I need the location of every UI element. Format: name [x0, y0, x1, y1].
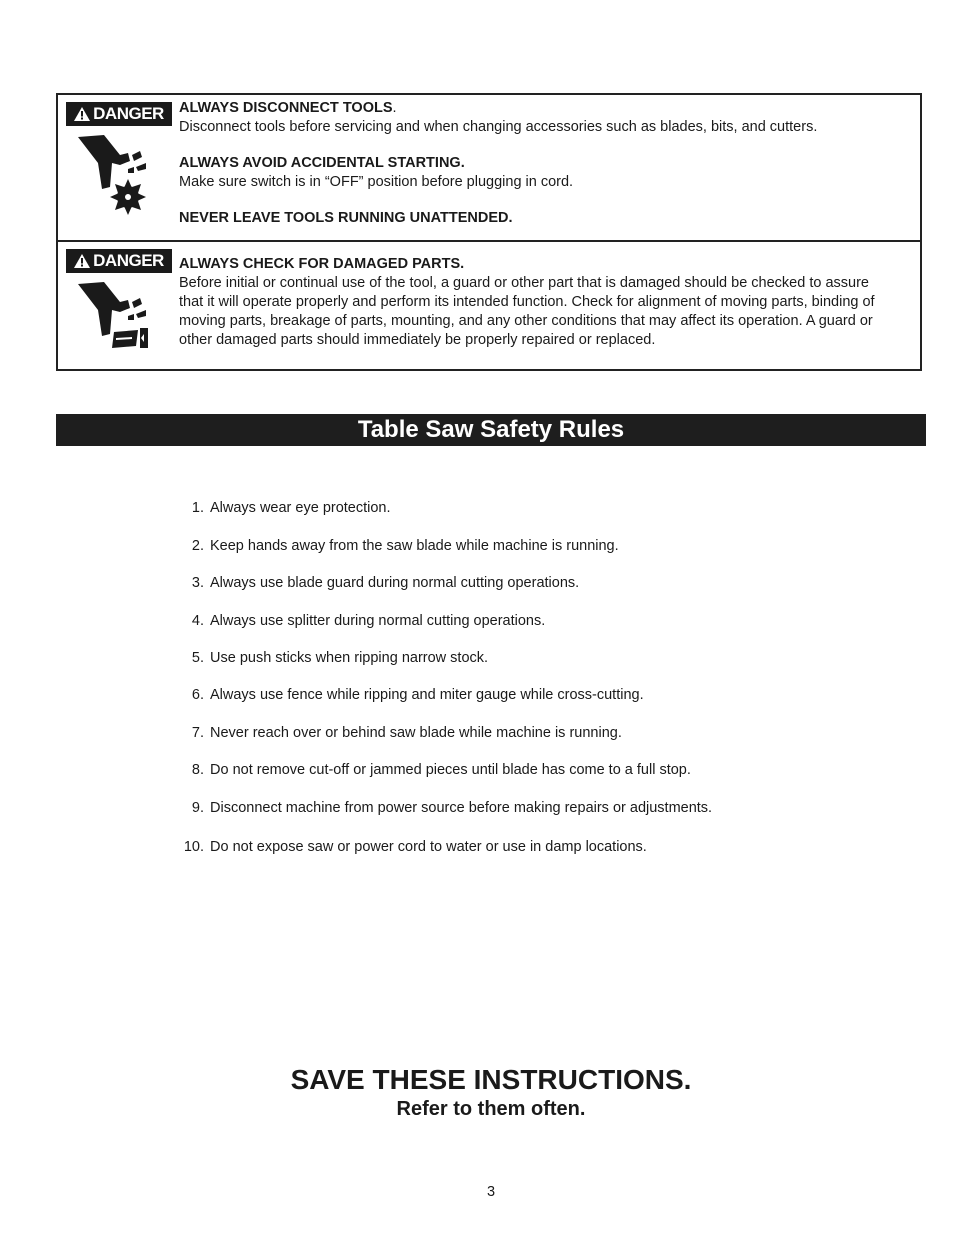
body-line: Before initial or continual use of the tool, a guard or other part that is damaged should be checked to assure: [179, 275, 869, 291]
warning-triangle-icon: [74, 254, 90, 268]
hand-blade-hazard-icon: [76, 133, 156, 219]
rule-number: 6.: [191, 687, 204, 703]
rule-text: Use push sticks when ripping narrow stock.: [210, 650, 489, 666]
list-item: [176, 762, 691, 778]
rule-text: Do not remove cut-off or jammed pieces until blade has come to a full stop.: [210, 762, 691, 778]
rule-number: 9.: [191, 800, 204, 816]
list-item: [176, 725, 622, 741]
hand-saw-table-hazard-icon: [76, 280, 156, 352]
danger-text-2: [179, 255, 920, 350]
section-title-banner: Table Saw Safety Rules: [56, 414, 926, 446]
rule-text: Keep hands away from the saw blade while machine is running.: [210, 538, 619, 554]
danger-label-text: DANGER: [93, 104, 164, 123]
heading-suffix: .: [392, 100, 397, 116]
list-item: [176, 538, 619, 554]
rule-number: 8.: [191, 762, 204, 778]
rule-number: 3.: [191, 575, 204, 591]
warning-triangle-icon: [74, 107, 90, 121]
rule-text: Always wear eye protection.: [210, 500, 391, 516]
rule-number: 2.: [191, 538, 204, 554]
section-heading: ALWAYS AVOID ACCIDENTAL STARTING.: [179, 155, 465, 171]
list-item: [176, 613, 545, 629]
body-line: that it will operate properly and perform its intended function. Check for alignment of moving parts, binding of: [179, 294, 875, 310]
rule-number: 7.: [191, 725, 204, 741]
list-item: [176, 839, 647, 855]
rule-text: Always use splitter during normal cutting operations.: [210, 613, 546, 629]
rule-text: Always use blade guard during normal cutting operations.: [210, 575, 580, 591]
rule-number: 5.: [191, 650, 204, 666]
list-item: [176, 500, 391, 516]
body-line: other damaged parts should immediately be properly repaired or replaced.: [179, 332, 656, 348]
section-body: Disconnect tools before servicing and when changing accessories such as blades, bits, and cutters.: [179, 119, 818, 135]
rule-number: 10.: [183, 839, 204, 855]
rule-text: Do not expose saw or power cord to water or use in damp locations.: [210, 839, 647, 855]
danger-block-2: [58, 242, 920, 371]
danger-label-badge: [66, 102, 172, 126]
section-heading: ALWAYS CHECK FOR DAMAGED PARTS.: [179, 256, 465, 272]
danger-warnings-box: [56, 93, 922, 371]
danger-text-1: [179, 99, 920, 228]
danger-label-text: DANGER: [93, 251, 164, 270]
section-body: Make sure switch is in “OFF” position before plugging in cord.: [179, 174, 574, 190]
rule-text: Disconnect machine from power source before making repairs or adjustments.: [210, 800, 713, 816]
danger-label-badge: [66, 249, 172, 273]
list-item: [176, 687, 644, 703]
rule-number: 4.: [191, 613, 204, 629]
danger-block-1: [58, 95, 920, 242]
section-heading: NEVER LEAVE TOOLS RUNNING UNATTENDED.: [179, 210, 513, 226]
list-item: [176, 650, 488, 666]
page-number: 3: [486, 1184, 496, 1200]
list-item: [176, 800, 712, 816]
rule-number: 1.: [191, 500, 204, 516]
section-heading: ALWAYS DISCONNECT TOOLS: [179, 100, 393, 116]
save-instructions-subtitle: Refer to them often.: [396, 1098, 586, 1120]
rule-text: Always use fence while ripping and miter gauge while cross-cutting.: [210, 687, 644, 703]
body-line: moving parts, breakage of parts, mounting, and any other conditions that may affect its operation. A guard or: [179, 313, 873, 329]
rule-text: Never reach over or behind saw blade while machine is running.: [210, 725, 622, 741]
save-instructions-title: SAVE THESE INSTRUCTIONS.: [290, 1064, 692, 1095]
list-item: [176, 575, 579, 591]
